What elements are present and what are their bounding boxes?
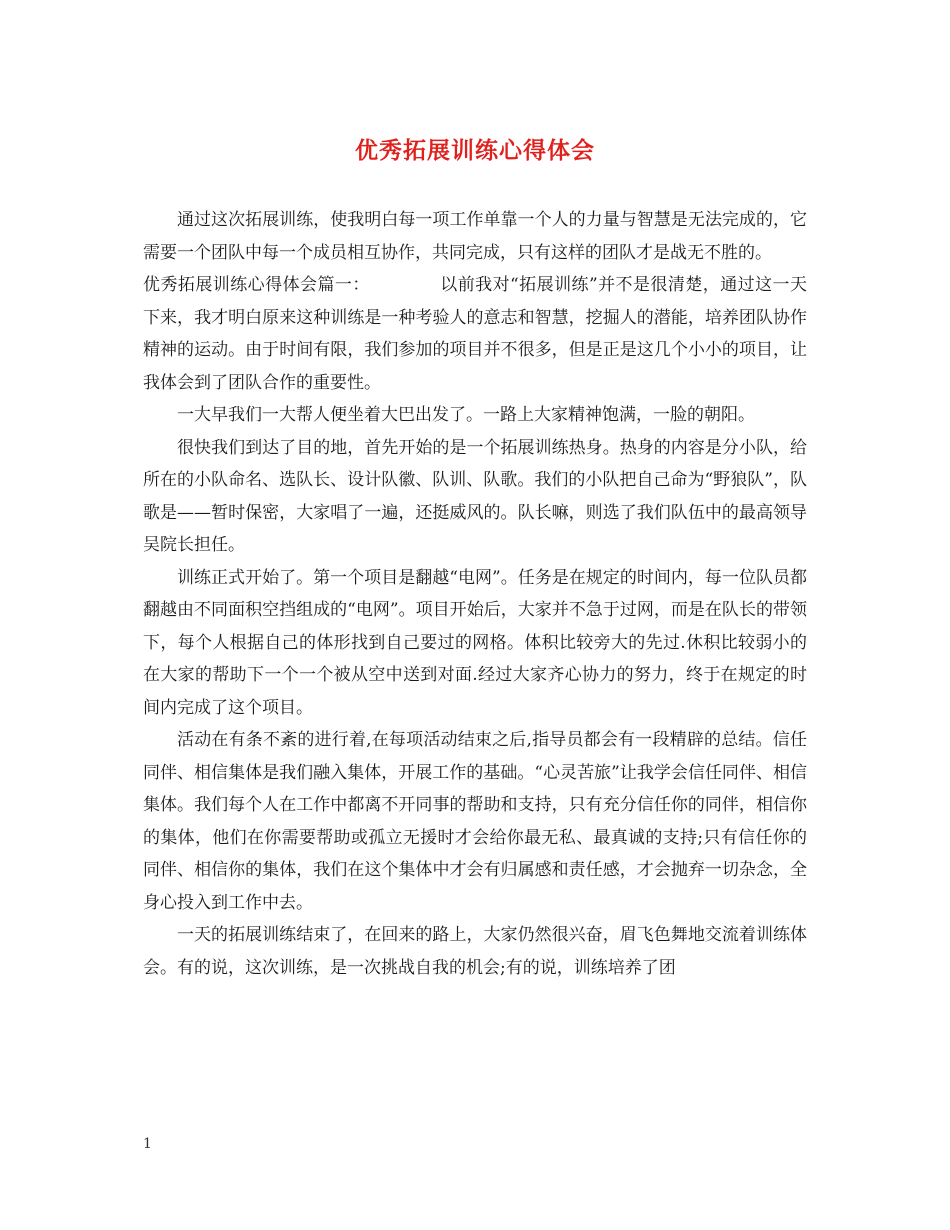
page-number: 1 [143,1136,152,1152]
body-paragraph: 很快我们到达了目的地，首先开始的是一个拓展训练热身。热身的内容是分小队，给所在的小队命名、选队长、设计队徽、队训、队歌。我们的小队把自己命为“野狼队”，队歌是——暂时保密，大家唱了一遍，还挺威风的。队长嘛，则选了我们队伍中的最高领导吴院长担任。 [143,437,807,555]
section-label: 优秀拓展训练心得体会篇一： [143,275,370,295]
body-paragraph: 一天的拓展训练结束了，在回来的路上，大家仍然很兴奋，眉飞色舞地交流着训练体会。有的说，这次训练，是一次挑战自我的机会;有的说，训练培养了团 [143,925,807,978]
document-title: 优秀拓展训练心得体会 [355,137,595,164]
body-paragraph: 活动在有条不紊的进行着,在每项活动结束之后,指导员都会有一段精辟的总结。信任同伴、相信集体是我们融入集体，开展工作的基础。“心灵苦旅”让我学会信任同伴、相信集体。我们每个人在工作中都离不开同事的帮助和支持，只有充分信任你的同伴，相信你的集体，他们在你需要帮助或孤立无援时才会给你最无私、最真诚的支持;只有信任你的同伴、相信你的集体，我们在这个集体中才会有归属感和责任感，才会抛弃一切杂念，全身心投入到工作中去。 [143,730,807,913]
body-paragraph: 一大早我们一大帮人便坐着大巴出发了。一路上大家精神饱满，一脸的朝阳。 [177,405,755,425]
intro-paragraph: 通过这次拓展训练，使我明白每一项工作单靠一个人的力量与智慧是无法完成的，它需要一个团队中每一个成员相互协作，共同完成，只有这样的团队才是战无不胜的。 [143,210,807,263]
document-body [143,204,807,984]
body-paragraph: 训练正式开始了。第一个项目是翻越“电网”。任务是在规定的时间内，每一位队员都翻越由不同面积空挡组成的“电网”。项目开始后，大家并不急于过网，而是在队长的带领下，每个人根据自己的体形找到自己要过的网格。体积比较旁大的先过.休积比较弱小的在大家的帮助下一个一个被从空中送到对面.经过大家齐心协力的努力，终于在规定的时间内完成了这个项目。 [143,567,807,718]
section-text: 以前我对“拓展训练”并不是很清楚，通过这一天下来，我才明白原来这种训练是一种考验人的意志和智慧，挖掘人的潜能，培养团队协作精神的运动。由于时间有限，我们参加的项目并不很多，但是正是这几个小小的项目，让我体会到了团队合作的重要性。 [143,275,808,393]
section-one-paragraph [143,269,807,399]
